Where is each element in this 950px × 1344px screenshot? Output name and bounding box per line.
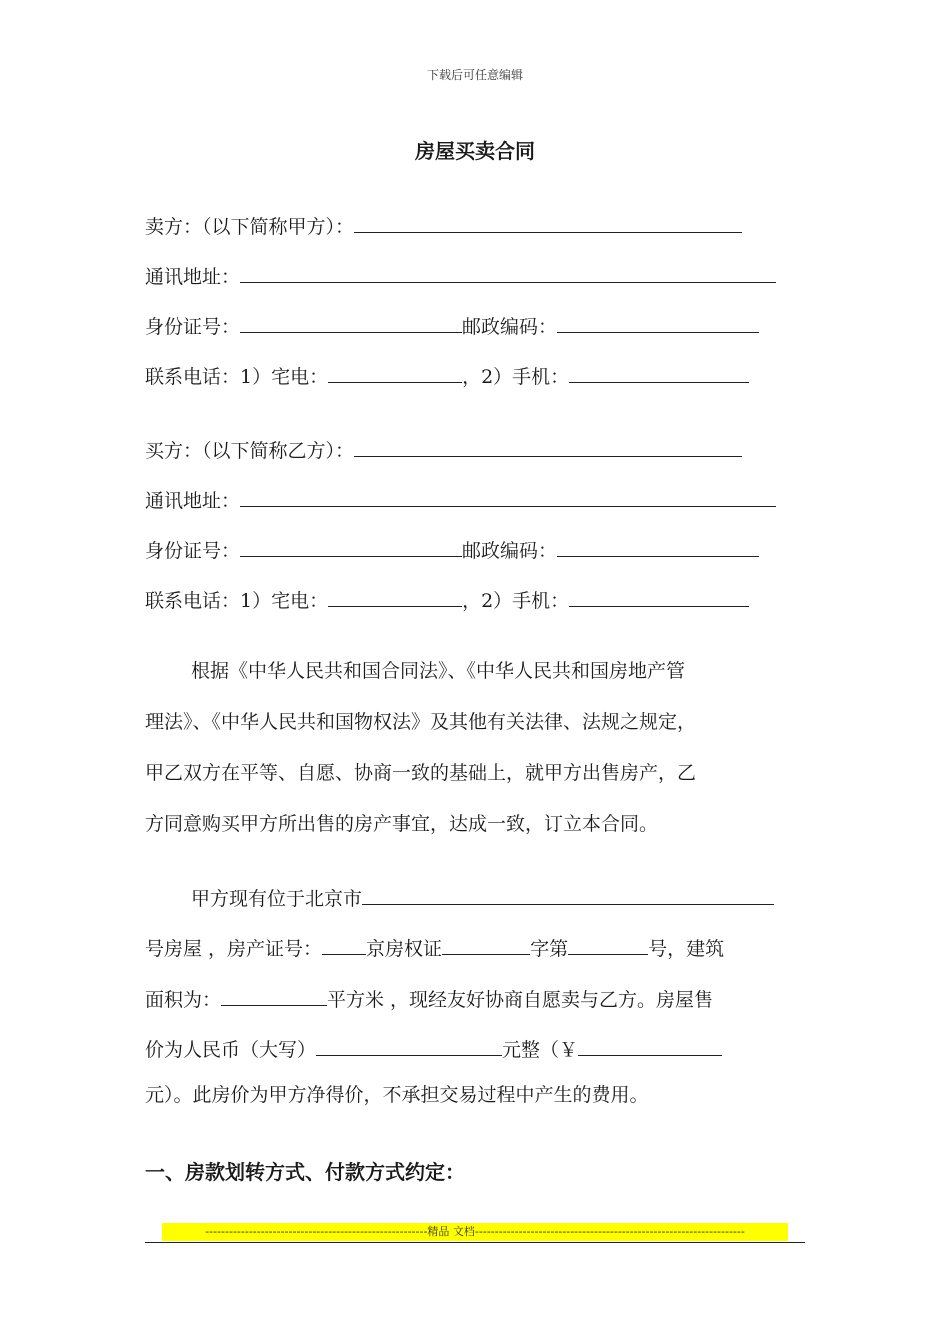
buyer-address-label: 通讯地址： <box>145 490 241 512</box>
price-words-field[interactable] <box>316 1031 502 1056</box>
area-suffix-label: 平方米 ，现经友好协商自愿卖与乙方。房屋售 <box>327 989 714 1011</box>
seller-address-field[interactable] <box>240 258 776 283</box>
seller-mobile-label: ，2）手机： <box>462 366 570 388</box>
area-label: 面积为： <box>145 989 222 1011</box>
cert-number-field[interactable] <box>568 930 648 955</box>
buyer-line <box>145 432 742 462</box>
seller-id-field[interactable] <box>240 308 462 333</box>
area-field[interactable] <box>221 981 327 1006</box>
cert-zi-label: 字第 <box>530 938 569 960</box>
seller-id-line <box>145 308 759 338</box>
seller-phone-line <box>145 358 749 388</box>
buyer-name-field[interactable] <box>354 432 742 457</box>
seller-name-field[interactable] <box>354 208 742 233</box>
seller-label: 卖方：（以下简称甲方）： <box>145 216 355 238</box>
preamble-line-1: 根据《中华人民共和国合同法》、《中华人民共和国房地产管 <box>191 660 686 682</box>
cert-label: 京房权证 <box>366 938 443 960</box>
preamble-line-3: 甲乙双方在平等、自愿、协商一致的基础上，就甲方出售房产，乙 <box>145 762 697 784</box>
seller-address-line <box>145 258 776 288</box>
price-number-field[interactable] <box>578 1031 722 1056</box>
footer-rule <box>145 1242 805 1243</box>
seller-mobile-field[interactable] <box>569 358 749 383</box>
buyer-phone-line <box>145 582 749 612</box>
buyer-address-field[interactable] <box>240 482 776 507</box>
seller-line <box>145 208 742 238</box>
seller-postcode-label: 邮政编码： <box>462 316 558 338</box>
property-line-2 <box>145 930 724 960</box>
property-line-1 <box>191 880 774 910</box>
seller-home-phone-field[interactable] <box>328 358 462 383</box>
buyer-mobile-field[interactable] <box>569 582 749 607</box>
buyer-id-line <box>145 532 759 562</box>
buyer-home-phone-field[interactable] <box>328 582 462 607</box>
header-note: 下载后可任意编辑 <box>426 68 523 82</box>
seller-id-label: 身份证号： <box>145 316 241 338</box>
cert-suffix-label: 号，建筑 <box>648 938 725 960</box>
price-yuan-label: 元整（￥ <box>502 1039 579 1061</box>
cert-prefix-field[interactable] <box>322 930 366 955</box>
buyer-postcode-label: 邮政编码： <box>462 540 558 562</box>
seller-phone-label: 联系电话：1）宅电： <box>145 366 329 388</box>
property-number-label: 号房屋 ，房产证号： <box>145 938 323 960</box>
seller-address-label: 通讯地址： <box>145 266 241 288</box>
seller-postcode-field[interactable] <box>557 308 759 333</box>
buyer-postcode-field[interactable] <box>557 532 759 557</box>
document-title: 房屋买卖合同 <box>415 139 535 163</box>
property-location-field[interactable] <box>362 880 774 905</box>
buyer-phone-label: 联系电话：1）宅电： <box>145 590 329 612</box>
preamble-line-4: 方同意购买甲方所出售的房产事宜，达成一致，订立本合同。 <box>145 813 659 835</box>
property-location-label: 甲方现有位于北京市 <box>191 888 363 910</box>
cert-zi-field[interactable] <box>442 930 530 955</box>
buyer-mobile-label: ，2）手机： <box>462 590 570 612</box>
preamble-line-2: 理法》、《中华人民共和国物权法》及其他有关法律、法规之规定， <box>145 711 697 733</box>
buyer-address-line <box>145 482 776 512</box>
property-line-4 <box>145 1031 722 1061</box>
price-label: 价为人民币（大写） <box>145 1039 317 1061</box>
property-line-3 <box>145 981 713 1011</box>
footer-watermark: --------------------------------------------------------精品 文档-------------------------------------------------------------------- <box>162 1223 788 1241</box>
section-1-heading: 一、房款划转方式、付款方式约定： <box>145 1160 465 1184</box>
buyer-id-field[interactable] <box>240 532 462 557</box>
buyer-id-label: 身份证号： <box>145 540 241 562</box>
property-line-5: 元）。此房价为甲方净得价，不承担交易过程中产生的费用。 <box>145 1084 649 1106</box>
buyer-label: 买方：（以下简称乙方）： <box>145 440 355 462</box>
